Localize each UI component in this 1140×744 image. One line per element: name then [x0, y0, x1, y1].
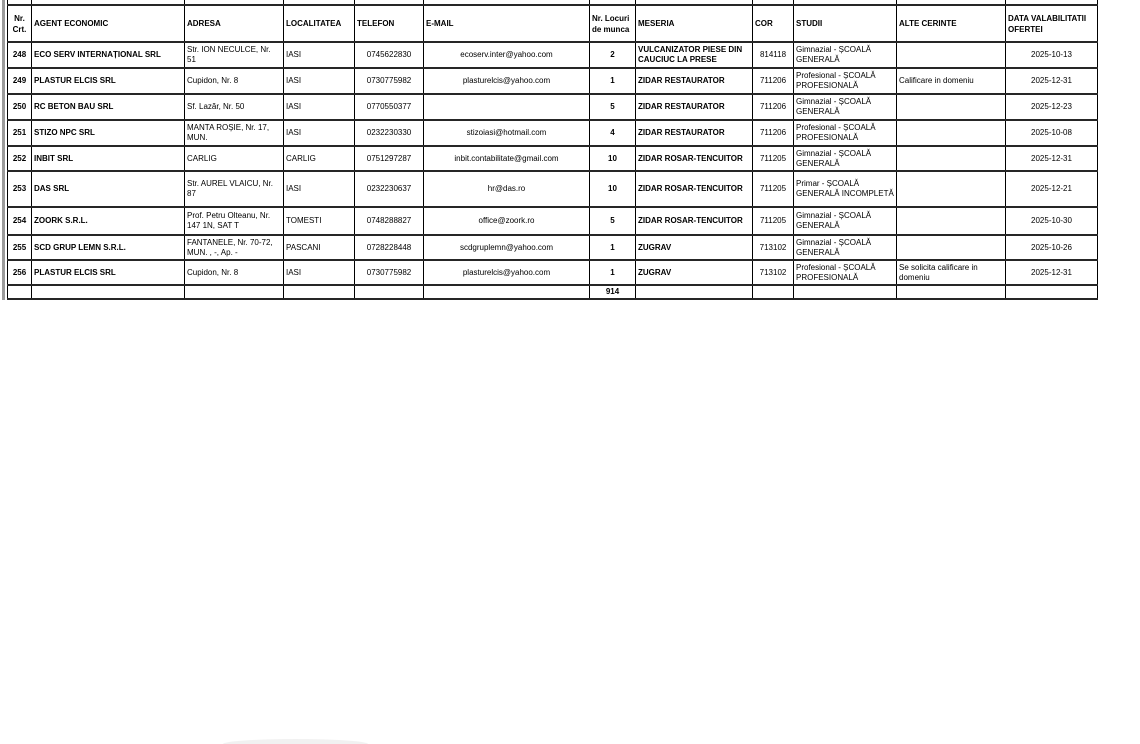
cell-nr-locuri: 1	[590, 68, 636, 94]
cell-adresa: Str. AUREL VLAICU, Nr. 87	[185, 171, 284, 207]
cell-meseria: ZIDAR ROSAR-TENCUITOR	[636, 171, 753, 207]
cell-studii: Gimnazial - ȘCOALĂ GENERALĂ	[794, 146, 897, 171]
cell-agent-economic: RC BETON BAU SRL	[32, 94, 185, 120]
cell-data-valabilitatii: 2025-12-21	[1006, 171, 1098, 207]
cell-meseria: VULCANIZATOR PIESE DIN CAUCIUC LA PRESE	[636, 42, 753, 68]
cell-studii: Gimnazial - ȘCOALĂ GENERALĂ	[794, 94, 897, 120]
cell-localitatea: IASI	[284, 68, 355, 94]
cell-adresa: Cupidon, Nr. 8	[185, 68, 284, 94]
cell-email: ecoserv.inter@yahoo.com	[424, 42, 590, 68]
cell-adresa: CARLIG	[185, 146, 284, 171]
cell-email: hr@das.ro	[424, 171, 590, 207]
cell-alte-cerinte	[897, 42, 1006, 68]
cell-localitatea: IASI	[284, 260, 355, 285]
col-header-localitatea: LOCALITATEA	[284, 5, 355, 42]
cell-nr-locuri: 1	[590, 235, 636, 260]
cell-studii: Profesional - ȘCOALĂ PROFESIONALĂ	[794, 120, 897, 146]
table-row	[8, 94, 1098, 120]
cell-nr-crt: 250	[8, 94, 32, 120]
page-edge	[2, 0, 5, 300]
cell-nr-locuri: 1	[590, 260, 636, 285]
col-header-nr-locuri: Nr. Locuri de munca	[590, 5, 636, 42]
cell-meseria: ZUGRAV	[636, 260, 753, 285]
total-locuri-value: 914	[590, 285, 636, 299]
cell-data-valabilitatii: 2025-12-31	[1006, 68, 1098, 94]
cell-meseria: ZIDAR ROSAR-TENCUITOR	[636, 207, 753, 235]
cell-nr-locuri: 5	[590, 94, 636, 120]
col-header-email: E-MAIL	[424, 5, 590, 42]
total-row	[8, 285, 1098, 299]
table-row	[8, 171, 1098, 207]
cell-agent-economic: ECO SERV INTERNAȚIONAL SRL	[32, 42, 185, 68]
cell-telefon: 0745622830	[355, 42, 424, 68]
cell-adresa: Cupidon, Nr. 8	[185, 260, 284, 285]
cell-localitatea: TOMESTI	[284, 207, 355, 235]
cell-telefon: 0770550377	[355, 94, 424, 120]
table-row	[8, 42, 1098, 68]
cell-adresa: Sf. Lazăr, Nr. 50	[185, 94, 284, 120]
cell-nr-locuri: 4	[590, 120, 636, 146]
cell-meseria: ZIDAR RESTAURATOR	[636, 94, 753, 120]
cell-email: plasturelcis@yahoo.com	[424, 260, 590, 285]
cell-cor: 713102	[753, 260, 794, 285]
col-header-alte-cerinte: ALTE CERINTE	[897, 5, 1006, 42]
table-row	[8, 68, 1098, 94]
cell-alte-cerinte	[897, 207, 1006, 235]
table-row	[8, 235, 1098, 260]
cell-telefon: 0730775982	[355, 260, 424, 285]
cell-agent-economic: PLASTUR ELCIS SRL	[32, 68, 185, 94]
cell-cor: 711205	[753, 146, 794, 171]
cell-alte-cerinte	[897, 235, 1006, 260]
cell-nr-locuri: 2	[590, 42, 636, 68]
cell-data-valabilitatii: 2025-10-30	[1006, 207, 1098, 235]
cell-localitatea: IASI	[284, 94, 355, 120]
cell-agent-economic: PLASTUR ELCIS SRL	[32, 260, 185, 285]
table-header-row	[8, 5, 1098, 42]
cell-alte-cerinte: Se solicita calificare in domeniu	[897, 260, 1006, 285]
col-header-adresa: ADRESA	[185, 5, 284, 42]
cell-studii: Gimnazial - ȘCOALĂ GENERALĂ	[794, 207, 897, 235]
cell-adresa: MANTA ROȘIE, Nr. 17, MUN.	[185, 120, 284, 146]
cell-studii: Gimnazial - ȘCOALĂ GENERALĂ	[794, 42, 897, 68]
cell-cor: 814118	[753, 42, 794, 68]
cell-cor: 711206	[753, 120, 794, 146]
cell-localitatea: CARLIG	[284, 146, 355, 171]
cell-localitatea: IASI	[284, 120, 355, 146]
col-header-telefon: TELEFON	[355, 5, 424, 42]
cell-meseria: ZIDAR RESTAURATOR	[636, 68, 753, 94]
cell-nr-crt: 248	[8, 42, 32, 68]
cell-studii: Profesional - ȘCOALĂ PROFESIONALĂ	[794, 260, 897, 285]
cell-agent-economic: SCD GRUP LEMN S.R.L.	[32, 235, 185, 260]
cell-email: stizoiasi@hotmail.com	[424, 120, 590, 146]
cell-data-valabilitatii: 2025-12-31	[1006, 146, 1098, 171]
cell-nr-crt: 256	[8, 260, 32, 285]
cell-email: inbit.contabilitate@gmail.com	[424, 146, 590, 171]
cell-nr-crt: 253	[8, 171, 32, 207]
cell-agent-economic: INBIT SRL	[32, 146, 185, 171]
cell-telefon: 0232230330	[355, 120, 424, 146]
col-header-studii: STUDII	[794, 5, 897, 42]
cell-nr-crt: 255	[8, 235, 32, 260]
cell-meseria: ZIDAR RESTAURATOR	[636, 120, 753, 146]
cell-adresa: FANTANELE, Nr. 70-72, MUN. , -, Ap. -	[185, 235, 284, 260]
cell-email: plasturelcis@yahoo.com	[424, 68, 590, 94]
cell-studii: Gimnazial - ȘCOALĂ GENERALĂ	[794, 235, 897, 260]
cell-agent-economic: STIZO NPC SRL	[32, 120, 185, 146]
cell-alte-cerinte: Calificare in domeniu	[897, 68, 1006, 94]
job-offers-table	[7, 0, 1098, 300]
col-header-nr-crt: Nr. Crt.	[8, 5, 32, 42]
cell-localitatea: IASI	[284, 171, 355, 207]
cell-cor: 711205	[753, 171, 794, 207]
cell-studii: Primar - ȘCOALĂ GENERALĂ INCOMPLETĂ	[794, 171, 897, 207]
table-row	[8, 260, 1098, 285]
cell-email	[424, 94, 590, 120]
dock-shadow	[223, 739, 368, 744]
cell-alte-cerinte	[897, 146, 1006, 171]
col-header-data-valabilitatii: DATA VALABILITATII OFERTEI	[1006, 5, 1098, 42]
table-row	[8, 146, 1098, 171]
cell-meseria: ZUGRAV	[636, 235, 753, 260]
table-row	[8, 120, 1098, 146]
cell-adresa: Prof. Petru Olteanu, Nr. 147 1N, SAT T	[185, 207, 284, 235]
cell-telefon: 0751297287	[355, 146, 424, 171]
cell-alte-cerinte	[897, 120, 1006, 146]
cell-cor: 711205	[753, 207, 794, 235]
cell-studii: Profesional - ȘCOALĂ PROFESIONALĂ	[794, 68, 897, 94]
cell-meseria: ZIDAR ROSAR-TENCUITOR	[636, 146, 753, 171]
cell-nr-locuri: 5	[590, 207, 636, 235]
cell-telefon: 0730775982	[355, 68, 424, 94]
cell-nr-locuri: 10	[590, 146, 636, 171]
col-header-agent-economic: AGENT ECONOMIC	[32, 5, 185, 42]
cell-telefon: 0232230637	[355, 171, 424, 207]
cell-nr-crt: 249	[8, 68, 32, 94]
table-row	[8, 207, 1098, 235]
cell-email: office@zoork.ro	[424, 207, 590, 235]
cell-agent-economic: DAS SRL	[32, 171, 185, 207]
cell-agent-economic: ZOORK S.R.L.	[32, 207, 185, 235]
cell-cor: 713102	[753, 235, 794, 260]
cell-cor: 711206	[753, 68, 794, 94]
cell-nr-crt: 252	[8, 146, 32, 171]
cell-data-valabilitatii: 2025-10-26	[1006, 235, 1098, 260]
col-header-meseria: MESERIA	[636, 5, 753, 42]
cell-email: scdgruplemn@yahoo.com	[424, 235, 590, 260]
cell-alte-cerinte	[897, 171, 1006, 207]
cell-alte-cerinte	[897, 94, 1006, 120]
cell-cor: 711206	[753, 94, 794, 120]
cell-data-valabilitatii: 2025-10-13	[1006, 42, 1098, 68]
cell-nr-locuri: 10	[590, 171, 636, 207]
cell-adresa: Str. ION NECULCE, Nr. 51	[185, 42, 284, 68]
cell-telefon: 0728228448	[355, 235, 424, 260]
cell-data-valabilitatii: 2025-10-08	[1006, 120, 1098, 146]
cell-data-valabilitatii: 2025-12-31	[1006, 260, 1098, 285]
cell-nr-crt: 254	[8, 207, 32, 235]
cell-localitatea: PASCANI	[284, 235, 355, 260]
col-header-cor: COR	[753, 5, 794, 42]
cell-nr-crt: 251	[8, 120, 32, 146]
cell-localitatea: IASI	[284, 42, 355, 68]
cell-telefon: 0748288827	[355, 207, 424, 235]
cell-data-valabilitatii: 2025-12-23	[1006, 94, 1098, 120]
